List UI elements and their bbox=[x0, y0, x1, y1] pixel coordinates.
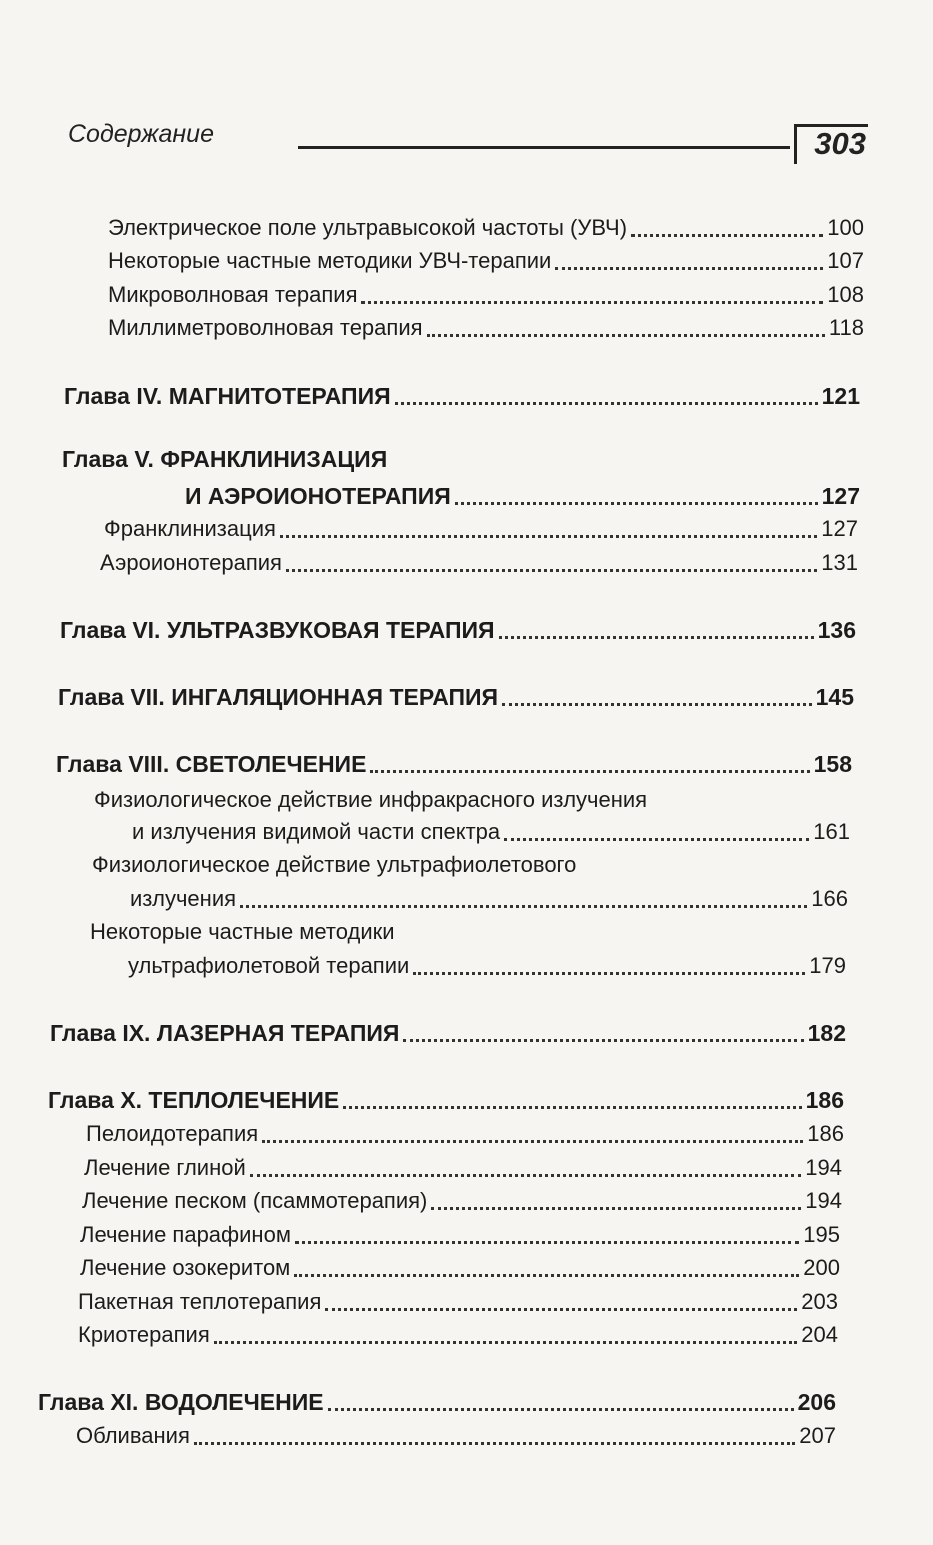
toc-entry-label: Лечение глиной bbox=[84, 1155, 246, 1180]
leader-dots bbox=[294, 1274, 799, 1277]
leader-dots bbox=[455, 502, 818, 505]
toc-chapter-label: Глава VIII. СВЕТОЛЕЧЕНИЕ bbox=[56, 751, 367, 777]
toc-entry-page: 161 bbox=[813, 819, 850, 844]
section-title: Содержание bbox=[68, 120, 214, 148]
toc-entry[interactable] bbox=[82, 1185, 842, 1217]
toc-chapter[interactable] bbox=[38, 1386, 836, 1418]
leader-dots bbox=[280, 535, 817, 538]
toc-entry-label: Лечение парафином bbox=[80, 1222, 291, 1247]
toc-entry-page: 204 bbox=[801, 1322, 838, 1347]
toc-entry[interactable] bbox=[108, 212, 864, 244]
toc-entry-label: Электрическое поле ультравысокой частоты (УВЧ) bbox=[108, 215, 628, 240]
toc-entry-page: 127 bbox=[821, 516, 858, 541]
toc-entry-page: 194 bbox=[805, 1188, 842, 1213]
toc-entry-label: излучения bbox=[130, 886, 237, 911]
toc-chapter-page: 136 bbox=[817, 617, 856, 643]
toc-entry[interactable] bbox=[132, 816, 850, 848]
leader-dots bbox=[328, 1408, 794, 1411]
toc-entry-page: 118 bbox=[828, 315, 864, 340]
leader-dots bbox=[555, 267, 823, 270]
toc-entry-page: 100 bbox=[827, 215, 864, 240]
toc-chapter[interactable] bbox=[64, 380, 860, 412]
toc-entry-page: 108 bbox=[827, 282, 864, 307]
toc-chapter-label-line1[interactable]: Глава V. ФРАНКЛИНИЗАЦИЯ bbox=[62, 446, 388, 472]
toc-chapter-page: 206 bbox=[797, 1389, 836, 1415]
toc-entry-label: Миллиметроволновая терапия bbox=[108, 315, 423, 340]
toc-entry[interactable] bbox=[78, 1286, 838, 1318]
leader-dots bbox=[431, 1207, 801, 1210]
toc-entry-label: Обливания bbox=[76, 1423, 190, 1448]
leader-dots bbox=[295, 1241, 799, 1244]
toc-chapter[interactable] bbox=[185, 480, 860, 512]
leader-dots bbox=[502, 703, 812, 706]
toc-entry[interactable] bbox=[108, 279, 864, 311]
toc-entry-page: 166 bbox=[811, 886, 848, 911]
leader-dots bbox=[286, 569, 817, 572]
toc-chapter[interactable] bbox=[50, 1017, 846, 1049]
toc-chapter-page: 121 bbox=[821, 383, 860, 409]
toc-chapter-label: И АЭРОИОНОТЕРАПИЯ bbox=[185, 483, 451, 509]
toc-entry-page: 200 bbox=[803, 1255, 840, 1280]
leader-dots bbox=[343, 1106, 801, 1109]
toc-entry-label: Франклинизация bbox=[104, 516, 276, 541]
leader-dots bbox=[262, 1140, 803, 1143]
leader-dots bbox=[427, 334, 825, 337]
toc-entry[interactable] bbox=[86, 1118, 844, 1150]
leader-dots bbox=[250, 1174, 802, 1177]
toc-entry-label: Пакетная теплотерапия bbox=[78, 1289, 322, 1314]
toc-entry-label: Пелоидотерапия bbox=[86, 1121, 259, 1146]
toc-chapter-page: 127 bbox=[821, 483, 860, 509]
toc-entry-label-line1[interactable]: Физиологическое действие инфракрасного излучения bbox=[94, 787, 648, 812]
toc-chapter-page: 145 bbox=[815, 684, 854, 710]
leader-dots bbox=[403, 1039, 803, 1042]
toc-entry[interactable] bbox=[78, 1319, 838, 1351]
toc-chapter-label: Глава X. ТЕПЛОЛЕЧЕНИЕ bbox=[48, 1087, 340, 1113]
toc-entry-label: Некоторые частные методики УВЧ-терапии bbox=[108, 248, 552, 273]
toc-chapter[interactable] bbox=[48, 1084, 844, 1116]
toc-entry-label: Микроволновая терапия bbox=[108, 282, 358, 307]
toc-entry-label: Лечение песком (псаммотерапия) bbox=[82, 1188, 428, 1213]
toc-chapter[interactable] bbox=[60, 614, 856, 646]
leader-dots bbox=[370, 770, 809, 773]
leader-dots bbox=[631, 234, 823, 237]
toc-entry[interactable] bbox=[80, 1252, 840, 1284]
toc-chapter[interactable] bbox=[56, 748, 852, 780]
leader-dots bbox=[240, 905, 807, 908]
toc-entry-page: 179 bbox=[809, 953, 846, 978]
toc-chapter-page: 182 bbox=[807, 1020, 846, 1046]
toc-chapter-label: Глава VI. УЛЬТРАЗВУКОВАЯ ТЕРАПИЯ bbox=[60, 617, 495, 643]
leader-dots bbox=[325, 1308, 797, 1311]
toc-entry-label: и излучения видимой части спектра bbox=[132, 819, 501, 844]
toc-entry-label-line1[interactable]: Физиологическое действие ультрафиолетового bbox=[92, 852, 577, 877]
header-rule bbox=[298, 146, 790, 149]
toc-chapter-label: Глава XI. ВОДОЛЕЧЕНИЕ bbox=[38, 1389, 324, 1415]
toc-entry-page: 195 bbox=[803, 1222, 840, 1247]
toc-chapter-label: Глава IV. МАГНИТОТЕРАПИЯ bbox=[64, 383, 391, 409]
toc-entry[interactable] bbox=[128, 950, 846, 982]
toc-entry[interactable] bbox=[108, 312, 864, 344]
toc-entry[interactable] bbox=[108, 245, 864, 277]
toc-entry-page: 107 bbox=[827, 248, 864, 273]
leader-dots bbox=[361, 301, 823, 304]
running-header bbox=[68, 118, 868, 166]
toc-entry-page: 186 bbox=[807, 1121, 844, 1146]
toc-entry[interactable] bbox=[130, 883, 848, 915]
toc-entry[interactable] bbox=[84, 1152, 842, 1184]
toc-chapter-page: 186 bbox=[805, 1087, 844, 1113]
toc-entry[interactable] bbox=[76, 1420, 836, 1452]
toc-entry-page: 203 bbox=[801, 1289, 838, 1314]
toc-entry-label: Лечение озокеритом bbox=[80, 1255, 291, 1280]
leader-dots bbox=[504, 838, 809, 841]
toc-entry[interactable] bbox=[104, 513, 858, 545]
toc-entry-label: Аэроионотерапия bbox=[100, 550, 282, 575]
leader-dots bbox=[395, 402, 818, 405]
leader-dots bbox=[194, 1442, 795, 1445]
toc-chapter-page: 158 bbox=[813, 751, 852, 777]
toc-chapter-label: Глава VII. ИНГАЛЯЦИОННАЯ ТЕРАПИЯ bbox=[58, 684, 499, 710]
page-number: 303 bbox=[814, 126, 866, 161]
toc-entry-label: Криотерапия bbox=[78, 1322, 210, 1347]
toc-entry-page: 194 bbox=[805, 1155, 842, 1180]
leader-dots bbox=[214, 1341, 798, 1344]
toc-entry-page: 207 bbox=[799, 1423, 836, 1448]
toc-entry[interactable] bbox=[100, 547, 858, 579]
leader-dots bbox=[413, 972, 805, 975]
leader-dots bbox=[499, 636, 814, 639]
toc-entry[interactable] bbox=[80, 1219, 840, 1251]
toc-chapter-label: Глава IX. ЛАЗЕРНАЯ ТЕРАПИЯ bbox=[50, 1020, 400, 1046]
toc-chapter[interactable] bbox=[58, 681, 854, 713]
toc-entry-page: 131 bbox=[821, 550, 858, 575]
toc-entry-label-line1[interactable]: Некоторые частные методики bbox=[90, 919, 395, 944]
toc-entry-label: ультрафиолетовой терапии bbox=[128, 953, 410, 978]
